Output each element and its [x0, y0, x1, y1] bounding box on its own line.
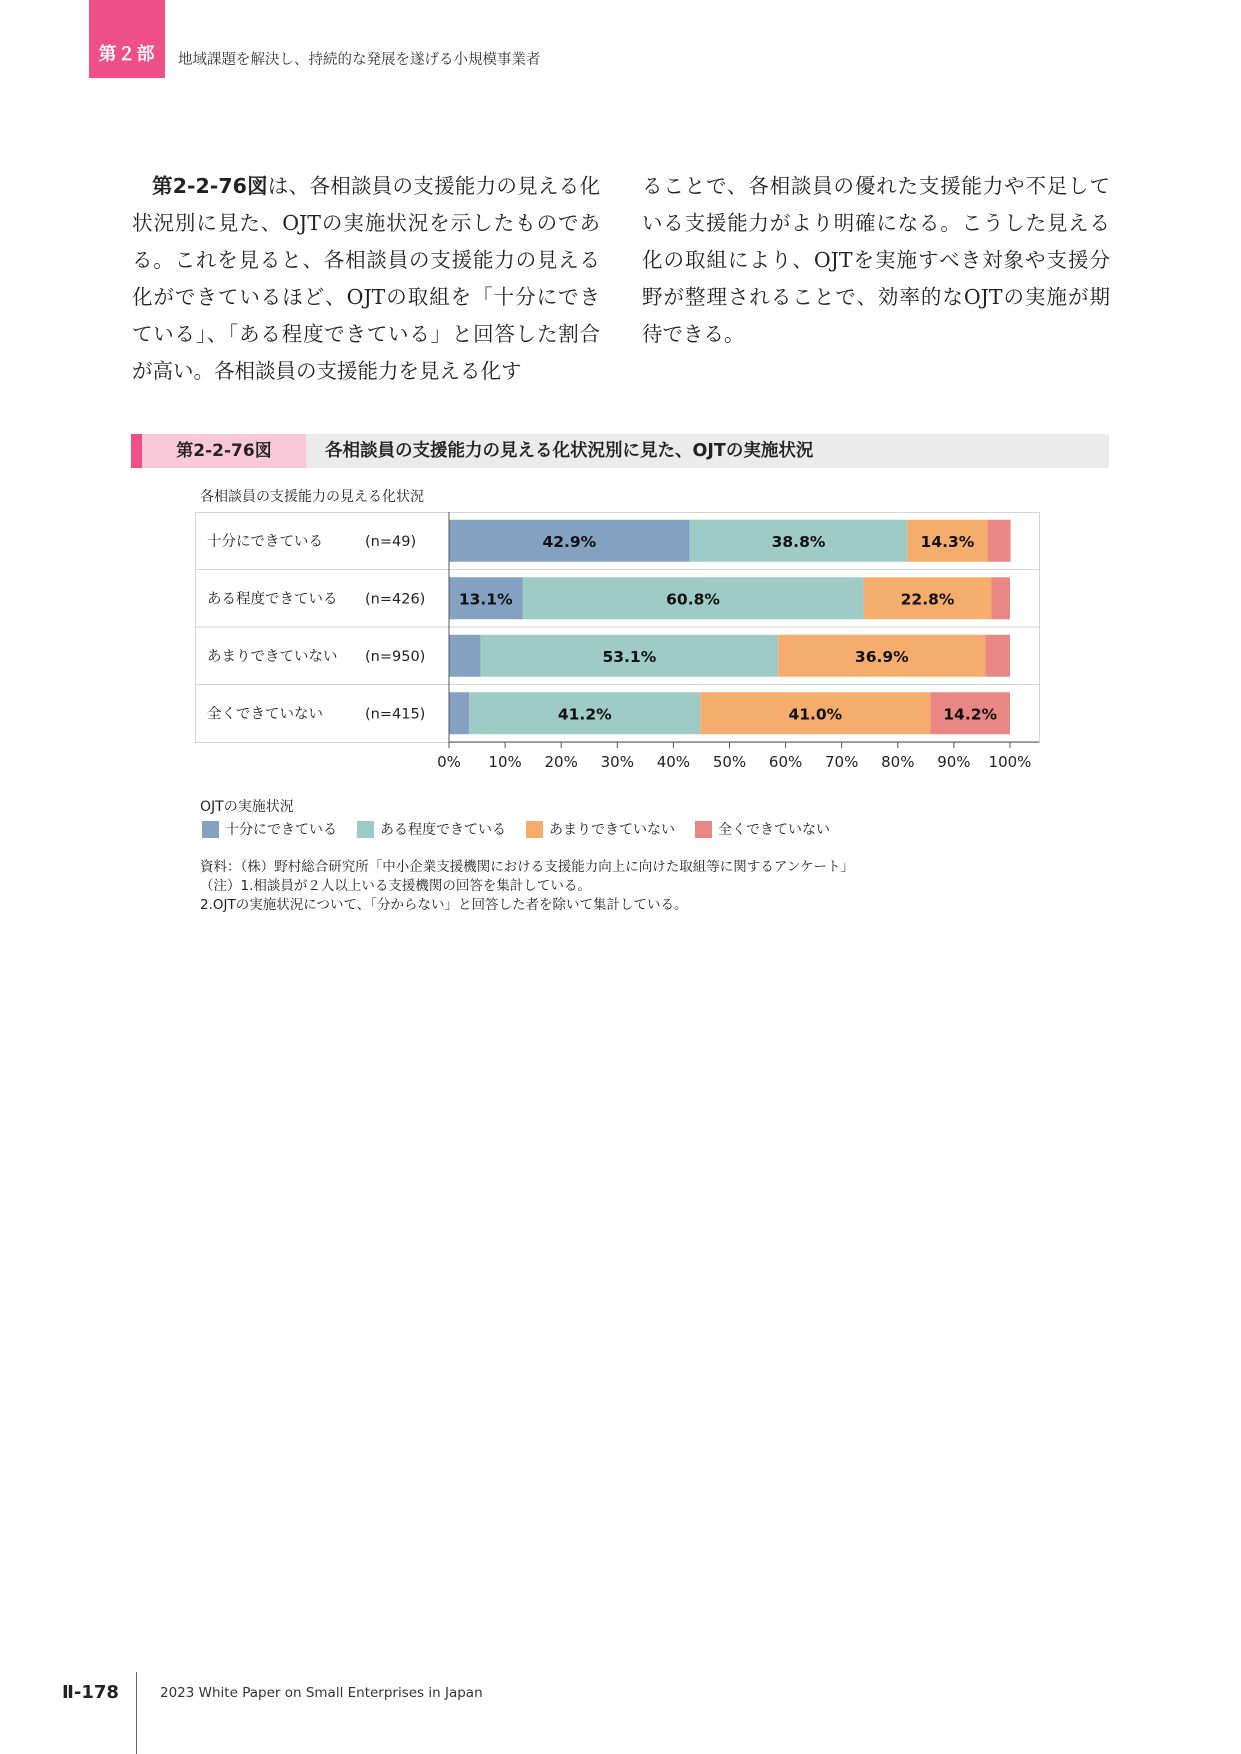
chart-legend — [202, 819, 850, 839]
body-text-right: ることで、各相談員の優れた支援能力や不足している支援能力がより明確になる。こうした見える化の取組により、OJTを実施すべき対象や支援分野が整理されることで、効率的なOJTの実施が期待できる。 — [642, 174, 1110, 346]
data-label: 22.8% — [900, 590, 955, 609]
note-2: 2.OJTの実施状況について、「分からない」と回答した者を除いて集計している。 — [200, 897, 688, 913]
legend-swatch — [202, 821, 219, 838]
legend-swatch — [695, 821, 712, 838]
figure-reference: 第2-2-76図 — [152, 174, 268, 198]
x-tick-label: 90% — [937, 753, 971, 771]
data-label: 36.9% — [854, 647, 909, 666]
legend-title: OJTの実施状況 — [200, 799, 294, 815]
legend-item — [357, 819, 506, 839]
data-label: 41.0% — [788, 705, 843, 724]
figure-title-accent — [131, 434, 142, 468]
source-note: 資料：（株）野村総合研究所「中小企業支援機関における支援能力向上に向けた取組等に関するアンケート」 — [200, 859, 854, 875]
legend-label: 十分にできている — [225, 822, 337, 838]
footer-divider — [136, 1672, 137, 1754]
category-label: 全くできていない — [207, 706, 323, 723]
bar-segment — [988, 520, 1011, 562]
figure-notes — [200, 858, 854, 915]
legend-item — [526, 819, 675, 839]
x-tick-label: 30% — [600, 753, 634, 771]
x-tick-label: 50% — [712, 753, 747, 771]
publication-title: 2023 White Paper on Small Enterprises in Japan — [160, 1685, 483, 1701]
sample-size-label: (n=49) — [365, 533, 417, 550]
category-label: 十分にできている — [207, 533, 323, 550]
sample-size-label: (n=950) — [365, 648, 426, 665]
data-label: 14.2% — [943, 705, 998, 724]
x-tick-label: 20% — [544, 753, 578, 771]
legend-label: あまりできていない — [549, 822, 675, 838]
legend-item — [202, 819, 337, 839]
data-label: 41.2% — [557, 705, 612, 724]
figure-title-bar — [131, 434, 1109, 468]
note-1: （注）1.相談員が２人以上いる支援機関の回答を集計している。 — [200, 878, 591, 894]
x-tick-label: 100% — [988, 753, 1032, 771]
x-tick-label: 60% — [768, 753, 803, 771]
sample-size-label: (n=415) — [365, 706, 426, 723]
legend-item — [695, 819, 830, 839]
body-text-left-content: は、各相談員の支援能力の見える化状況別に見た、OJTの実施状況を示したものである。これを見ると、各相談員の支援能力の見える化ができているほど、OJTの取組を「十分にできている」、「ある程度できている」と回答した割合が高い。各相談員の支援能力を見える化す — [132, 174, 601, 383]
part-title: 地域課題を解決し、持続的な発展を遂げる小規模事業者 — [178, 52, 541, 68]
data-label: 53.1% — [602, 647, 657, 666]
body-text-left — [132, 168, 600, 390]
data-label: 42.9% — [542, 532, 597, 551]
bar-segment — [991, 577, 1010, 619]
data-label: 14.3% — [920, 532, 975, 551]
figure-title: 各相談員の支援能力の見える化状況別に見た、OJTの実施状況 — [325, 441, 814, 461]
figure-number: 第2-2-76図 — [142, 434, 306, 468]
part-tab — [89, 0, 165, 78]
category-label: ある程度できている — [207, 591, 338, 608]
x-tick-label: 40% — [656, 753, 691, 771]
data-label: 60.8% — [666, 590, 720, 609]
x-tick-label: 0% — [437, 753, 461, 771]
bar-segment — [985, 635, 1010, 677]
data-label: 38.8% — [771, 532, 826, 551]
legend-label: ある程度できている — [380, 822, 506, 838]
bar-segment — [449, 635, 480, 677]
x-tick-label: 80% — [881, 753, 915, 771]
bar-segment — [449, 692, 469, 734]
part-label: 第２部 — [98, 44, 156, 65]
x-tick-label: 70% — [825, 753, 859, 771]
category-label: あまりできていない — [207, 648, 338, 665]
data-label: 13.1% — [458, 590, 513, 609]
x-tick-label: 10% — [488, 753, 522, 771]
legend-swatch — [526, 821, 543, 838]
legend-swatch — [357, 821, 374, 838]
page-number: Ⅱ-178 — [62, 1682, 119, 1703]
stacked-bar-chart — [195, 508, 1055, 788]
chart-subtitle: 各相談員の支援能力の見える化状況 — [200, 489, 424, 505]
sample-size-label: (n=426) — [365, 591, 426, 608]
legend-label: 全くできていない — [718, 822, 830, 838]
